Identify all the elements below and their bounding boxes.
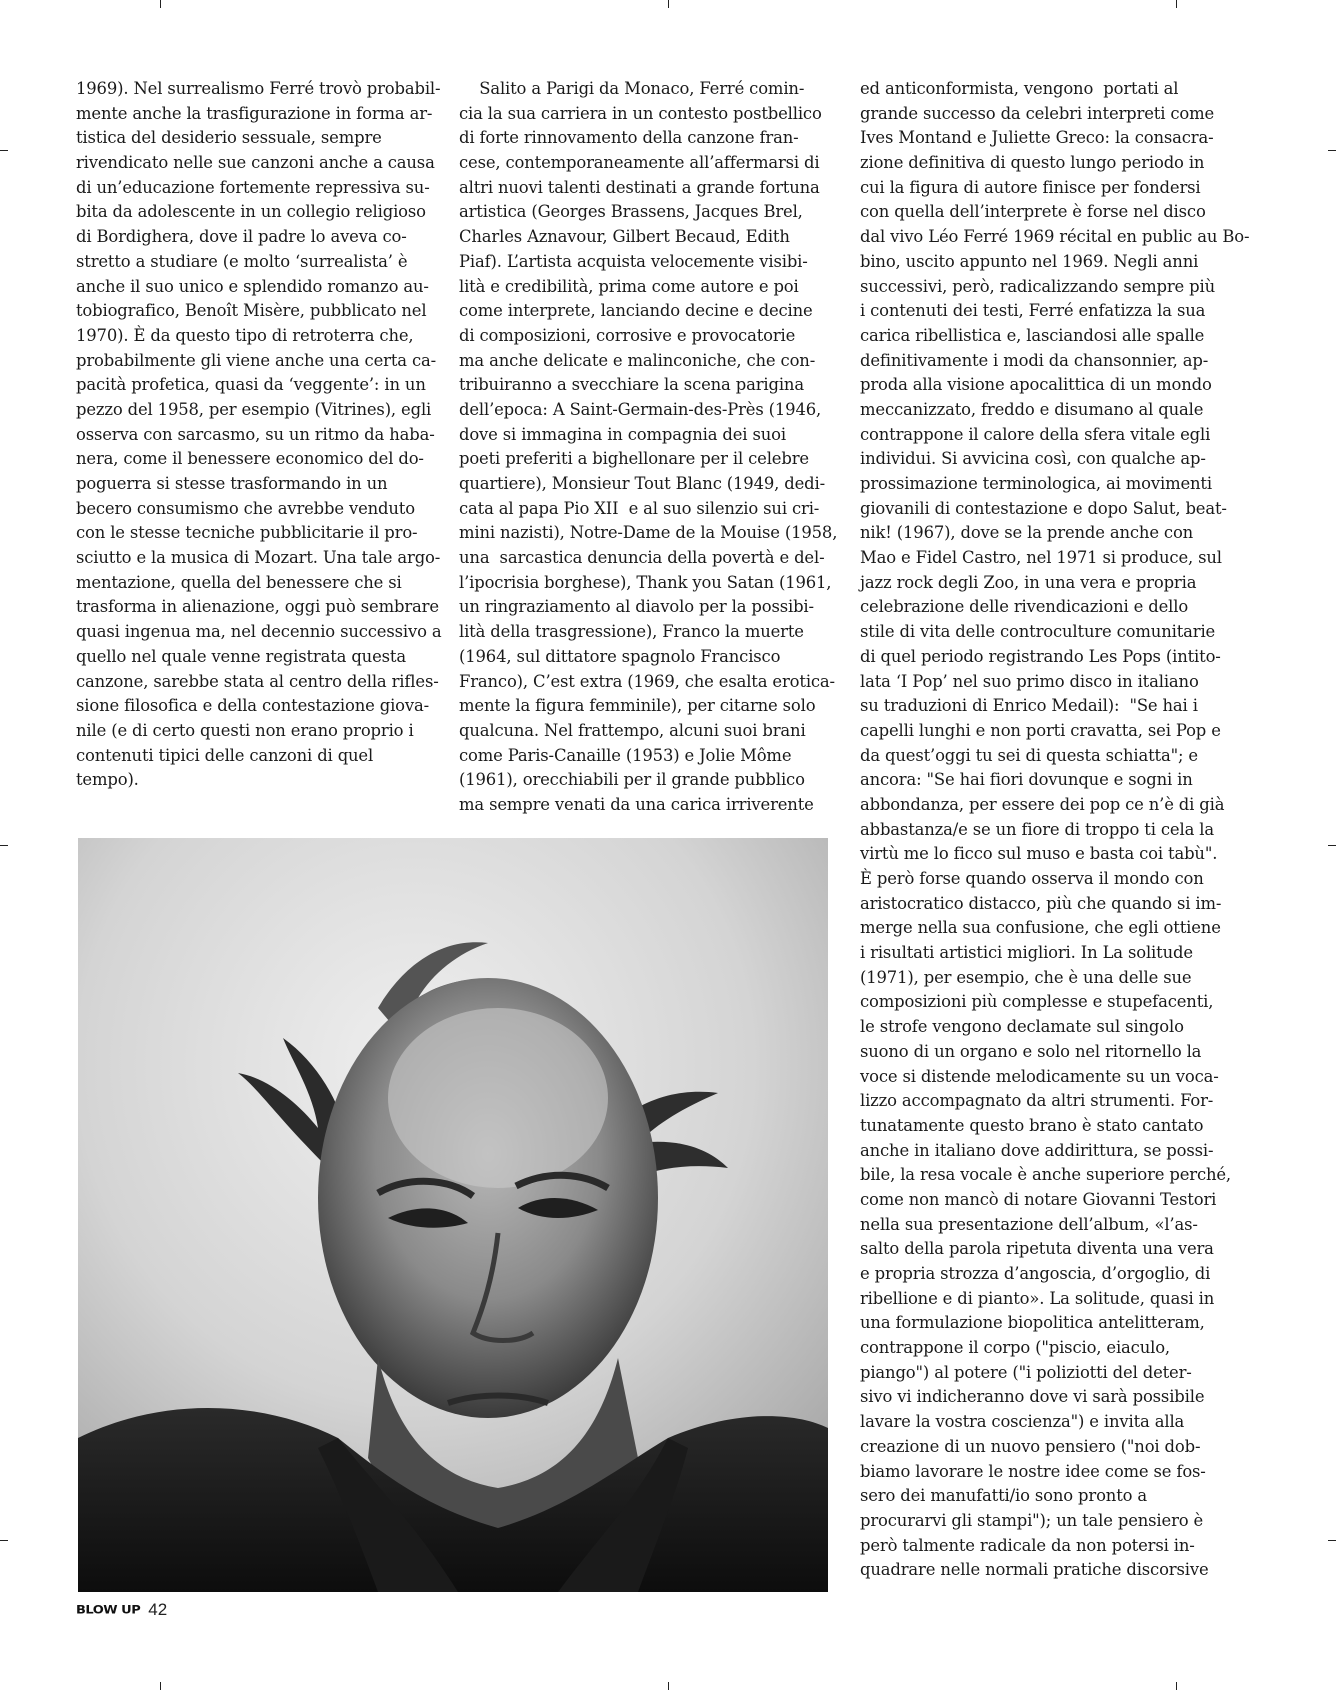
crop-mark — [0, 1540, 8, 1541]
text-line: nile (e di certo questi non erano proprio i — [76, 720, 414, 740]
text-line: però talmente radicale da non potersi in- — [860, 1535, 1195, 1555]
text-line: voce si distende melodicamente su un voca- — [860, 1066, 1219, 1086]
text-line: cia la sua carriera in un contesto postbellico — [459, 103, 822, 123]
text-line: successivi, però, radicalizzando sempre più — [860, 276, 1216, 296]
text-line: quartiere), Monsieur Tout Blanc (1949, dedi- — [459, 474, 825, 493]
text-line: 1969). Nel surrealismo Ferré trovò probabil- — [76, 79, 441, 98]
text-line: celebrazione delle rivendicazioni e dello — [860, 597, 1189, 617]
crop-mark — [668, 0, 669, 8]
text-line: ed anticonformista, vengono portati al — [860, 79, 1179, 98]
text-line: quasi ingenua ma, nel decennio successivo a — [76, 622, 442, 642]
crop-mark — [668, 1682, 669, 1690]
text-line: quadrare nelle normali pratiche discorsive — [860, 1560, 1209, 1580]
text-line: nik! (1967), dove se la prende anche con — [860, 523, 1194, 543]
text-line: di forte rinnovamento della canzone fran- — [459, 128, 799, 148]
text-line: biamo lavorare le nostre idee come se fos- — [860, 1461, 1206, 1481]
text-line: creazione di un nuovo pensiero ("noi dob- — [860, 1436, 1201, 1456]
text-line: mente la figura femminile), per citarne solo — [459, 696, 816, 716]
text-line: jazz rock degli Zoo, in una vera e propria — [860, 572, 1197, 592]
text-line: e propria strozza d’angoscia, d’orgoglio, di — [860, 1264, 1211, 1283]
text-line: salto della parola ripetuta diventa una vera — [860, 1239, 1214, 1259]
text-line: di quel periodo registrando Les Pops (intito- — [860, 646, 1221, 666]
text-line: tunatamente questo brano è stato cantato — [860, 1115, 1204, 1135]
text-line: zione definitiva di questo lungo periodo in — [860, 153, 1205, 173]
text-line: come non mancò di notare Giovanni Testori — [860, 1189, 1217, 1209]
text-line: le strofe vengono declamate sul singolo — [860, 1017, 1184, 1037]
page-footer — [76, 1598, 167, 1622]
page-number: 42 — [148, 1600, 168, 1619]
text-line: abbastanza/e se un fiore di troppo ti cela la — [860, 819, 1214, 839]
text-column-3 — [860, 77, 1250, 1583]
text-line: virtù me lo ficco sul muso e basta coi tabù". — [860, 844, 1218, 864]
portrait-photo — [78, 838, 828, 1592]
text-line: poguerra si stesse trasformando in un — [76, 474, 388, 493]
text-line: prossimazione terminologica, ai movimenti — [860, 474, 1212, 493]
text-line: trasforma in alienazione, oggi può sembrare — [76, 597, 439, 617]
text-line: (1961), orecchiabili per il grande pubblico — [459, 770, 805, 790]
text-line: capelli lunghi e non porti cravatta, sei Pop e — [860, 720, 1221, 740]
text-line: È però forse quando osserva il mondo con — [860, 869, 1204, 888]
text-line: sciutto e la musica di Mozart. Una tale argo- — [76, 548, 441, 568]
text-line: procurarvi gli stampi"); un tale pensiero è — [860, 1510, 1204, 1530]
text-line: Charles Aznavour, Gilbert Becaud, Edith — [459, 227, 790, 247]
text-line: lizzo accompagnato da altri strumenti. For- — [860, 1091, 1214, 1111]
text-line: dal vivo Léo Ferré 1969 récital en public au Bo- — [860, 227, 1250, 247]
crop-mark — [1176, 1682, 1177, 1690]
text-line: artistica (Georges Brassens, Jacques Brel, — [459, 202, 803, 222]
text-line: con le stesse tecniche pubblicitarie il pro- — [76, 523, 418, 543]
text-line: sivo vi indicheranno dove vi sarà possibile — [860, 1387, 1205, 1407]
text-line: su traduzioni di Enrico Medail): "Se hai i — [860, 696, 1198, 716]
text-line: proda alla visione apocalittica di un mondo — [860, 375, 1212, 395]
text-line: probabilmente gli viene anche una certa ca- — [76, 350, 436, 370]
text-column-2 — [459, 77, 838, 818]
text-line: sero dei manufatti/io sono pronto a — [860, 1486, 1148, 1506]
text-line: 1970). È da questo tipo di retroterra che, — [76, 325, 414, 345]
text-line: suono di un organo e solo nel ritornello la — [860, 1041, 1202, 1061]
text-line: nella sua presentazione dell’album, «l’as- — [860, 1214, 1198, 1234]
text-line: contrappone il calore della sfera vitale egli — [860, 424, 1211, 444]
text-line: una sarcastica denuncia della povertà e del- — [459, 548, 825, 568]
text-line: quello nel quale venne registrata questa — [76, 646, 406, 666]
text-line: ma sempre venati da una carica irriverente — [459, 794, 814, 814]
text-line: cata al papa Pio XII e al suo silenzio sui cri- — [459, 498, 820, 518]
text-line: di composizioni, corrosive e provocatorie — [459, 325, 796, 345]
text-line: rivendicato nelle sue canzoni anche a causa — [76, 153, 435, 173]
text-line: nera, come il benessere economico del do- — [76, 449, 424, 469]
text-line: mentazione, quella del benessere che si — [76, 572, 402, 592]
text-line: ancora: "Se hai fiori dovunque e sogni in — [860, 770, 1193, 790]
text-line: bita da adolescente in un collegio religioso — [76, 202, 426, 222]
text-line: Franco), C’est extra (1969, che esalta erotica- — [459, 671, 835, 691]
text-line: mente anche la trasfigurazione in forma ar- — [76, 103, 433, 123]
text-line: osserva con sarcasmo, su un ritmo da haba- — [76, 424, 435, 444]
text-line: altri nuovi talenti destinati a grande fortuna — [459, 177, 820, 197]
text-line: i risultati artistici migliori. In La solitude — [860, 943, 1193, 963]
text-line: un ringraziamento al diavolo per la possibi- — [459, 597, 814, 617]
text-line: Salito a Parigi da Monaco, Ferré comin- — [459, 79, 805, 98]
text-line: giovanili di contestazione e dopo Salut, beat- — [860, 498, 1227, 518]
text-line: con quella dell’interprete è forse nel disco — [860, 202, 1206, 222]
text-line: una formulazione biopolitica antelitteram, — [860, 1313, 1205, 1333]
crop-mark — [1176, 0, 1177, 8]
text-line: di Bordighera, dove il padre lo aveva co- — [76, 227, 407, 247]
text-line: tobiografico, Benoît Misère, pubblicato nel — [76, 301, 427, 321]
text-line: come Paris-Canaille (1953) e Jolie Môme — [459, 745, 792, 765]
text-line: canzone, sarebbe stata al centro della rifles- — [76, 671, 439, 691]
text-line: tistica del desiderio sessuale, sempre — [76, 128, 382, 148]
crop-mark — [160, 0, 161, 8]
text-line: (1964, sul dittatore spagnolo Francisco — [459, 646, 781, 666]
text-line: meccanizzato, freddo e disumano al quale — [860, 399, 1204, 419]
text-line: di un’educazione fortemente repressiva su- — [76, 177, 430, 197]
text-line: composizioni più complesse e stupefacenti, — [860, 992, 1214, 1012]
text-line: individui. Si avvicina così, con qualche ap- — [860, 449, 1206, 469]
text-line: stile di vita delle controculture comunitarie — [860, 622, 1216, 642]
crop-mark — [1328, 845, 1336, 846]
text-line: dell’epoca: A Saint-Germain-des-Près (1946, — [459, 399, 822, 419]
text-line: come interprete, lanciando decine e decine — [459, 301, 813, 321]
text-line: becero consumismo che avrebbe venduto — [76, 498, 415, 518]
text-line: anche il suo unico e splendido romanzo au- — [76, 276, 429, 296]
text-line: lità della trasgressione), Franco la muerte — [459, 622, 804, 642]
text-line: bile, la resa vocale è anche superiore perché, — [860, 1165, 1231, 1185]
text-line: lavare la vostra coscienza") e invita alla — [860, 1412, 1185, 1432]
text-line: definitivamente i modi da chansonnier, ap- — [860, 350, 1209, 370]
text-line: Mao e Fidel Castro, nel 1971 si produce, sul — [860, 548, 1222, 568]
text-line: ribellione e di pianto». La solitude, quasi in — [860, 1288, 1215, 1308]
text-line: ma anche delicate e malinconiche, che con- — [459, 350, 816, 370]
text-line: lità e credibilità, prima come autore e poi — [459, 276, 799, 296]
text-line: contrappone il corpo ("piscio, eiaculo, — [860, 1338, 1170, 1358]
text-line: dove si immagina in compagnia dei suoi — [459, 424, 786, 444]
text-line: lata ‘I Pop’ nel suo primo disco in italiano — [860, 671, 1199, 691]
crop-mark — [1328, 150, 1336, 151]
text-line: i contenuti dei testi, Ferré enfatizza la sua — [860, 301, 1206, 321]
text-line: (1971), per esempio, che è una delle sue — [860, 967, 1192, 987]
text-line: da quest’oggi tu sei di questa schiatta"; e — [860, 745, 1198, 765]
text-line: Piaf). L’artista acquista velocemente visibi- — [459, 251, 808, 271]
text-line: cese, contemporaneamente all’affermarsi di — [459, 153, 820, 173]
text-line: bino, uscito appunto nel 1969. Negli anni — [860, 251, 1199, 271]
magazine-logo: BLOW UP — [76, 1603, 141, 1617]
crop-mark — [1328, 1540, 1336, 1541]
text-line: abbondanza, per essere dei pop ce n’è di già — [860, 794, 1225, 814]
crop-mark — [0, 150, 8, 151]
text-line: cui la figura di autore finisce per fondersi — [860, 177, 1201, 197]
text-line: merge nella sua confusione, che egli ottiene — [860, 918, 1221, 938]
text-line: tempo). — [76, 770, 139, 790]
text-line: aristocratico distacco, più che quando si im- — [860, 893, 1222, 913]
text-line: pacità profetica, quasi da ‘veggente’: in un — [76, 375, 426, 395]
text-line: mini nazisti), Notre-Dame de la Mouise (1958, — [459, 523, 838, 543]
text-line: pezzo del 1958, per esempio (Vitrines), egli — [76, 399, 432, 419]
text-line: carica ribellistica e, lasciandosi alle spalle — [860, 325, 1205, 345]
text-line: sione filosofica e della contestazione giova- — [76, 696, 430, 716]
text-line: piango") al potere ("i poliziotti del deter- — [860, 1362, 1192, 1382]
text-line: Ives Montand e Juliette Greco: la consacra- — [860, 128, 1214, 148]
text-line: l’ipocrisia borghese), Thank you Satan (1961, — [459, 572, 832, 592]
text-line: poeti preferiti a bighellonare per il celebre — [459, 449, 809, 469]
crop-mark — [160, 1682, 161, 1690]
text-line: contenuti tipici delle canzoni di quel — [76, 745, 374, 765]
text-line: tribuiranno a svecchiare la scena parigina — [459, 375, 804, 395]
text-line: qualcuna. Nel frattempo, alcuni suoi brani — [459, 720, 806, 740]
crop-mark — [0, 845, 8, 846]
text-line: grande successo da celebri interpreti come — [860, 103, 1215, 123]
text-line: anche in italiano dove addirittura, se possi- — [860, 1140, 1214, 1160]
text-column-1 — [76, 77, 442, 793]
text-line: stretto a studiare (e molto ‘surrealista’ è — [76, 251, 408, 271]
